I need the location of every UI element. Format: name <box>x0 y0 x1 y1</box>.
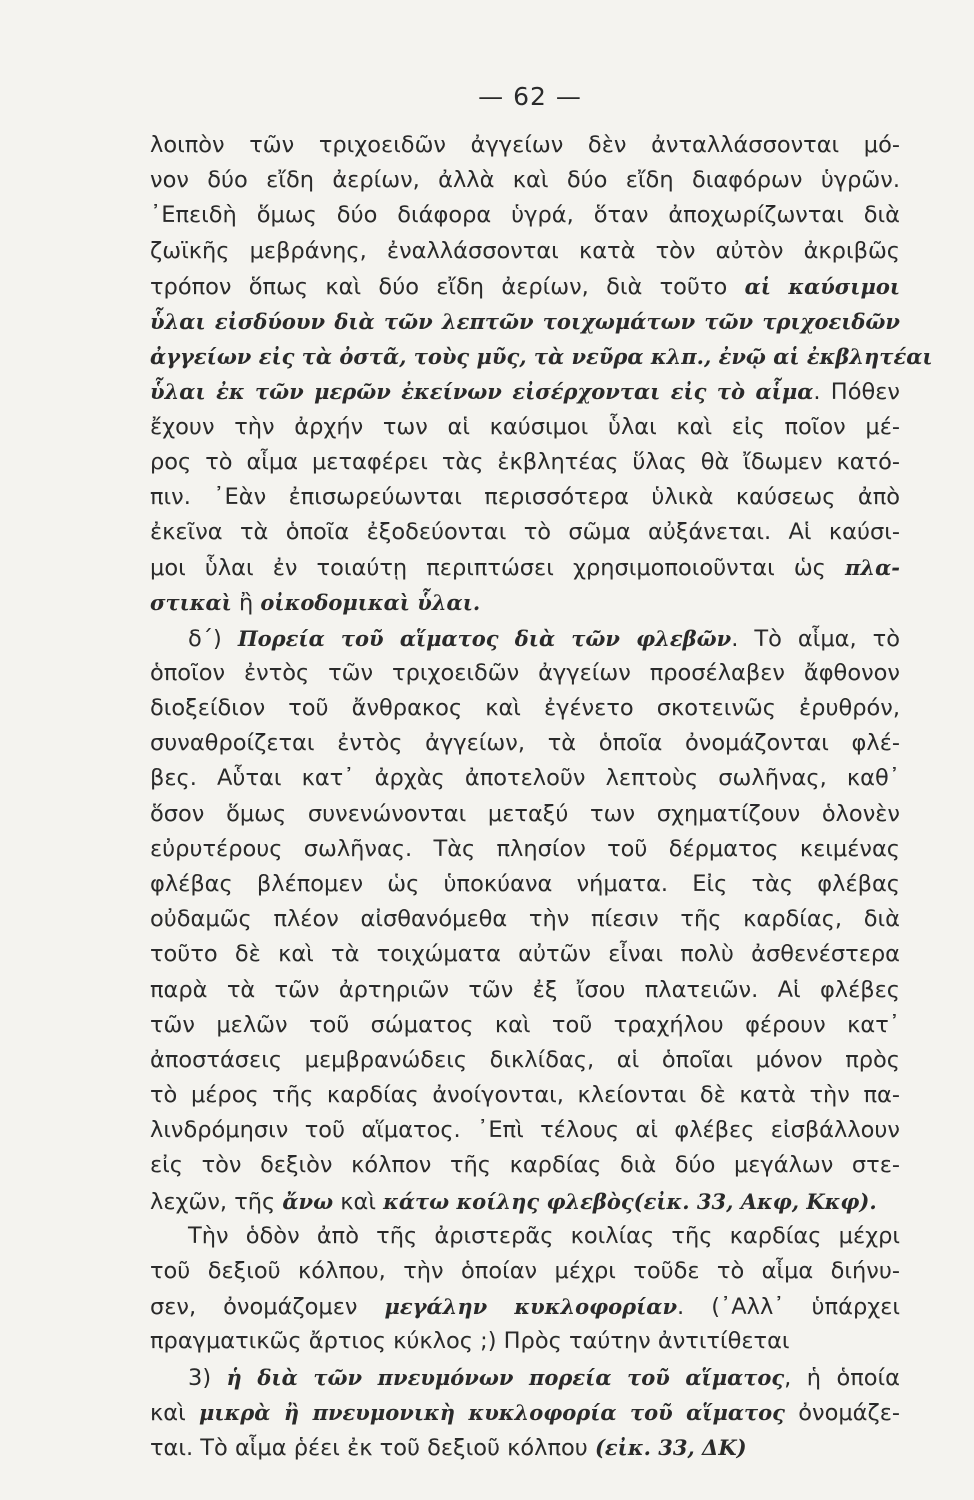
text-line <box>150 128 900 163</box>
text-line <box>150 832 900 867</box>
text-segment: 3) <box>188 1364 227 1391</box>
text-line <box>150 1184 900 1219</box>
text-line <box>150 374 900 409</box>
text-segment: μοι ὗλαι ἐν τοιαύτῃ περιπτώσει χρησιμοποιοῦνται ὡς <box>150 555 846 582</box>
text-segment: σεν, ὀνομάζομεν <box>150 1294 385 1321</box>
emphasis-text: πλα- <box>845 555 900 581</box>
text-line <box>150 973 900 1008</box>
text-line <box>150 797 900 832</box>
text-segment: τὸ μέρος τῆς καρδίας ἀνοίγονται, κλείονται δὲ κατὰ τὴν πα- <box>150 1082 900 1109</box>
text-line <box>150 1254 900 1289</box>
text-segment: . Τὸ αἷμα, τὸ <box>731 625 900 652</box>
text-line <box>150 445 900 480</box>
text-line <box>150 902 900 937</box>
text-segment: διοξείδιον τοῦ ἄνθρακος καὶ ἐγένετο σκοτεινῶς ἐρυθρόν, <box>150 695 900 721</box>
emphasis-text: οἰκοδομικαὶ ὗλαι. <box>260 590 481 616</box>
text-segment: ἢ <box>231 590 261 617</box>
emphasis-text: Πορεία τοῦ αἵματος διὰ τῶν φλεβῶν <box>237 625 732 651</box>
text-segment: λινδρόμησιν τοῦ αἵματος. ᾿Επὶ τέλους αἱ φλέβες εἰσβάλλουν <box>150 1117 900 1144</box>
text-segment: φλέβας βλέπομεν ὡς ὑποκύανα νήματα. Εἰς τὰς φλέβας <box>150 870 900 897</box>
text-segment: πιν. ᾿Εὰν ἐπισωρεύωνται περισσότερα ὑλικὰ καύσεως ἀπὸ <box>150 483 900 510</box>
text-line <box>150 1395 900 1430</box>
text-line <box>150 1360 900 1395</box>
text-segment: ἔχουν τὴν ἀρχήν των αἱ καύσιμοι ὗλαι καὶ εἰς ποῖον μέ- <box>150 413 900 440</box>
text-line <box>150 163 900 198</box>
text-line <box>150 656 900 691</box>
text-line <box>150 304 900 339</box>
text-segment: νον δύο εἴδη ἀερίων, ἀλλὰ καὶ δύο εἴδη διαφόρων ὑγρῶν. <box>150 167 900 194</box>
text-line <box>150 1008 900 1043</box>
text-segment: ὀνομάζε- <box>784 1399 901 1426</box>
emphasis-text: αἱ καύσιμοι <box>744 273 900 299</box>
text-segment: Τὴν ὁδὸν ἀπὸ τῆς ἀριστερᾶς κοιλίας τῆς καρδίας μέχρι <box>188 1222 900 1249</box>
text-segment: . Πόθεν <box>813 379 900 406</box>
text-segment: οὐδαμῶς πλέον αἰσθανόμεθα τὴν πίεσιν τῆς καρδίας, διὰ <box>150 906 900 933</box>
text-segment: . (᾿Αλλ᾿ ὑπάρχει <box>677 1294 900 1321</box>
text-line <box>150 1289 900 1324</box>
text-line <box>150 1113 900 1148</box>
text-line <box>150 339 933 374</box>
text-segment: ρος τὸ αἷμα μεταφέρει τὰς ἐκβλητέας ὕλας θὰ ἴδωμεν κατό- <box>150 448 900 475</box>
emphasis-text: μικρὰ ἢ πνευμονικὴ κυκλοφορία τοῦ αἵματος <box>199 1399 785 1425</box>
text-segment: εὐρυτέρους σωλῆνας. Τὰς πλησίον τοῦ δέρματος κειμένας <box>150 835 900 862</box>
text-line <box>150 585 900 620</box>
text-line <box>150 1078 900 1113</box>
text-line <box>150 550 900 585</box>
text-segment: τοῦτο δὲ καὶ τὰ τοιχώματα αὐτῶν εἶναι πολὺ ἀσθενέστερα <box>150 941 900 968</box>
emphasis-text: ἡ διὰ τῶν πνευμόνων πορεία τοῦ αἵματος <box>226 1364 785 1390</box>
emphasis-text: ὗλαι εἰσδύουν διὰ τῶν λεπτῶν τοιχωμάτων τῶν τριχοειδῶν <box>150 308 900 334</box>
text-line <box>150 867 900 902</box>
text-line <box>150 1430 900 1465</box>
text-segment: ται. Τὸ αἷμα ῥέει ἐκ τοῦ δεξιοῦ κόλπου <box>150 1434 595 1461</box>
emphasis-text: ἀγγείων εἰς τὰ ὀστᾶ, τοὺς μῦς, τὰ νεῦρα κλπ., ἐνῷ αἱ ἐκβλητέαι <box>150 344 933 370</box>
text-line <box>150 269 900 304</box>
text-segment: ὁποῖον ἐντὸς τῶν τριχοειδῶν ἀγγείων προσέλαβεν ἄφθονον <box>150 659 900 686</box>
text-line <box>150 234 900 269</box>
text-segment: ᾿Επειδὴ ὅμως δύο διάφορα ὑγρά, ὅταν ἀποχωρίζωνται διὰ <box>150 202 900 229</box>
text-segment: τρόπον ὅπως καὶ δύο εἴδη ἀερίων, διὰ τοῦτο <box>150 273 745 300</box>
text-segment: ἀποστάσεις μεμβρανώδεις δικλίδας, αἱ ὁποῖαι μόνον πρὸς <box>150 1046 900 1073</box>
text-segment: , ἡ ὁποία <box>784 1364 900 1391</box>
text-segment: λοιπὸν τῶν τριχοειδῶν ἀγγείων δὲν ἀνταλλάσσονται μό- <box>150 132 900 158</box>
text-segment: βες. Αὗται κατ᾿ ἀρχὰς ἀποτελοῦν λεπτοὺς σωλῆνας, καθ᾿ <box>150 765 900 792</box>
text-segment: ὅσον ὅμως συνενώνονται μεταξύ των σχηματίζουν ὁλονὲν <box>150 800 900 827</box>
body-text <box>150 128 933 1465</box>
text-segment: τοῦ δεξιοῦ κόλπου, τὴν ὁποίαν μέχρι τοῦδε τὸ αἷμα διήνυ- <box>150 1258 900 1284</box>
text-segment: εἰς τὸν δεξιὸν κόλπον τῆς καρδίας διὰ δύο μεγάλων στε- <box>150 1152 900 1179</box>
page-number: — 62 — <box>478 82 582 111</box>
text-line <box>150 515 900 550</box>
text-line <box>150 726 900 761</box>
text-segment: ζωϊκῆς μεβράνης, ἐναλλάσσονται κατὰ τὸν αὐτὸν ἀκριβῶς <box>150 237 900 264</box>
text-line <box>150 410 900 445</box>
text-line <box>150 1043 900 1078</box>
text-segment: καὶ <box>333 1188 384 1215</box>
text-line <box>150 621 900 656</box>
text-segment: λεχῶν, τῆς <box>150 1188 283 1215</box>
emphasis-text: κάτω κοίλης φλεβὸς(εἰκ. 33, Ακφ, Κκφ). <box>383 1188 877 1214</box>
text-segment: καὶ <box>150 1399 200 1426</box>
emphasis-text: στικαὶ <box>150 590 232 616</box>
text-segment: παρὰ τὰ τῶν ἀρτηριῶν τῶν ἐξ ἴσου πλατειῶν. Αἱ φλέβες <box>150 976 900 1003</box>
emphasis-text: ὗλαι ἐκ τῶν μερῶν ἐκείνων εἰσέρχονται εἰς τὸ αἷμα <box>150 379 814 405</box>
text-line <box>150 1148 900 1183</box>
text-line <box>150 691 900 726</box>
text-line <box>150 1219 900 1254</box>
text-segment: συναθροίζεται ἐντὸς ἀγγείων, τὰ ὁποῖα ὀνομάζονται φλέ- <box>150 730 900 757</box>
text-line <box>150 937 900 972</box>
emphasis-text: μεγάλην κυκλοφορίαν <box>384 1294 678 1320</box>
text-line <box>150 480 900 515</box>
text-line <box>150 198 900 233</box>
emphasis-text: ἄνω <box>282 1188 334 1214</box>
text-line <box>150 1324 900 1359</box>
text-segment: τῶν μελῶν τοῦ σώματος καὶ τοῦ τραχήλου φέρουν κατ᾿ <box>150 1011 900 1038</box>
text-segment: ἐκεῖνα τὰ ὁποῖα ἐξοδεύονται τὸ σῶμα αὐξάνεται. Αἱ καύσι- <box>150 519 900 546</box>
text-segment: πραγματικῶς ἄρτιος κύκλος ;) Πρὸς ταύτην ἀντιτίθεται <box>150 1328 790 1355</box>
emphasis-text: (εἰκ. 33, ΔΚ) <box>594 1434 747 1460</box>
text-line <box>150 761 900 796</box>
text-segment: δ΄) <box>188 625 238 652</box>
